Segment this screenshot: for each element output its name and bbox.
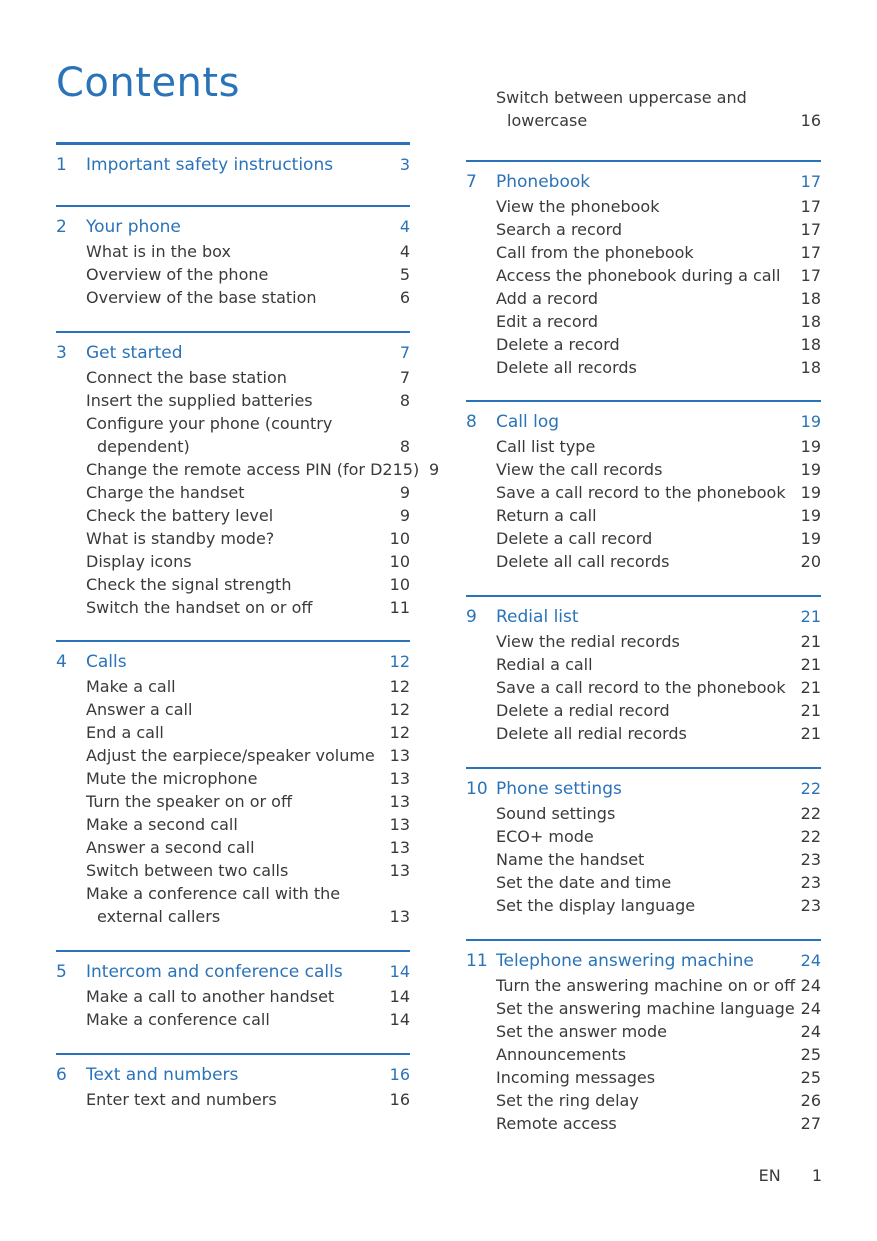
- toc-entry[interactable]: [466, 1020, 821, 1043]
- toc-entry[interactable]: [56, 366, 410, 389]
- toc-entry[interactable]: [466, 722, 821, 745]
- entry-label: ECO+ mode: [496, 827, 594, 846]
- entry-page: 7: [399, 368, 410, 387]
- toc-entry[interactable]: [56, 389, 410, 412]
- entry-label: Switch between uppercase and: [496, 88, 747, 107]
- entry-label: Make a conference call with the: [86, 884, 341, 903]
- toc-entry[interactable]: [56, 675, 410, 698]
- chapter-page: 17: [800, 172, 821, 191]
- chapter-page: 3: [399, 155, 410, 174]
- entry-label: Connect the base station: [86, 368, 287, 387]
- entry-label: What is standby mode?: [86, 529, 275, 548]
- entry-label: Announcements: [496, 1045, 627, 1064]
- toc-entry[interactable]: [56, 836, 410, 859]
- entry-label: Set the answer mode: [496, 1022, 667, 1041]
- toc-entry[interactable]: [466, 504, 821, 527]
- entry-page: 24: [800, 1022, 821, 1041]
- toc-entry[interactable]: [466, 218, 821, 241]
- toc-entry[interactable]: [466, 86, 821, 109]
- toc-entry[interactable]: [466, 550, 821, 573]
- entry-page: 21: [800, 701, 821, 720]
- toc-entry[interactable]: [56, 905, 410, 928]
- toc-entry[interactable]: [466, 653, 821, 676]
- entry-page: 24: [800, 999, 821, 1018]
- entry-label: Insert the supplied batteries: [86, 391, 313, 410]
- toc-entry[interactable]: [56, 458, 440, 481]
- entry-label: Check the battery level: [86, 506, 274, 525]
- toc-entry[interactable]: [466, 1043, 821, 1066]
- entry-label: Enter text and numbers: [86, 1090, 277, 1109]
- chapter-number: 1: [56, 155, 67, 175]
- toc-chapter-heading[interactable]: [56, 341, 410, 365]
- entry-label: Access the phonebook during a call: [496, 266, 781, 285]
- entry-page: 14: [389, 987, 410, 1006]
- toc-entry[interactable]: [466, 630, 821, 653]
- toc-entry[interactable]: [466, 997, 821, 1020]
- entry-label: Set the date and time: [496, 873, 672, 892]
- toc-entry[interactable]: [466, 1112, 821, 1135]
- entry-page: 27: [800, 1114, 821, 1133]
- toc-entry[interactable]: [56, 263, 410, 286]
- toc-entry[interactable]: [56, 767, 410, 790]
- entry-page: 21: [800, 678, 821, 697]
- entry-label: Switch between two calls: [86, 861, 289, 880]
- chapter-page: 4: [399, 217, 410, 236]
- toc-entry[interactable]: [466, 310, 821, 333]
- entry-label: Save a call record to the phonebook: [496, 678, 786, 697]
- entry-label: Answer a call: [86, 700, 193, 719]
- toc-entry[interactable]: [466, 676, 821, 699]
- entry-page: 11: [389, 598, 410, 617]
- entry-label: Check the signal strength: [86, 575, 292, 594]
- entry-page: 13: [389, 861, 410, 880]
- entry-label: Make a call: [86, 677, 176, 696]
- entry-label: Turn the speaker on or off: [86, 792, 292, 811]
- entry-page: 17: [800, 220, 821, 239]
- page-number: 1: [811, 1166, 822, 1185]
- toc-entry[interactable]: [56, 286, 410, 309]
- entry-label: Adjust the earpiece/speaker volume: [86, 746, 375, 765]
- toc-entry[interactable]: [466, 287, 821, 310]
- chapter-page: 14: [389, 962, 410, 981]
- toc-entry[interactable]: [466, 802, 821, 825]
- entry-label: Set the display language: [496, 896, 696, 915]
- toc-chapter-heading[interactable]: [466, 170, 821, 194]
- entry-page: 13: [389, 769, 410, 788]
- entry-page: 6: [399, 288, 410, 307]
- toc-entry[interactable]: [466, 1066, 821, 1089]
- entry-page: 17: [800, 197, 821, 216]
- entry-label: What is in the box: [86, 242, 231, 261]
- entry-page: 12: [389, 677, 410, 696]
- chapter-number: 4: [56, 652, 67, 672]
- entry-page: 17: [800, 266, 821, 285]
- chapter-title: Phonebook: [496, 172, 591, 192]
- chapter-number: 2: [56, 217, 67, 237]
- toc-chapter-heading[interactable]: [56, 650, 410, 674]
- entry-page: 25: [800, 1068, 821, 1087]
- chapter-title: Intercom and conference calls: [86, 962, 343, 982]
- entry-page: 19: [800, 460, 821, 479]
- chapter-number: 5: [56, 962, 67, 982]
- toc-section: [56, 1053, 410, 1111]
- chapter-title: Your phone: [86, 217, 181, 237]
- chapter-title: Important safety instructions: [86, 155, 334, 175]
- entry-page: 10: [389, 552, 410, 571]
- toc-entry[interactable]: [56, 504, 410, 527]
- entry-label: Switch the handset on or off: [86, 598, 313, 617]
- entry-label: Make a second call: [86, 815, 238, 834]
- toc-entry[interactable]: [56, 744, 410, 767]
- toc-entry[interactable]: [56, 527, 410, 550]
- chapter-title: Redial list: [496, 607, 579, 627]
- chapter-page: 22: [800, 779, 821, 798]
- toc-chapter-heading[interactable]: [56, 1063, 410, 1087]
- entry-page: 5: [399, 265, 410, 284]
- entry-label: Edit a record: [496, 312, 599, 331]
- entry-page: 21: [800, 632, 821, 651]
- toc-entry[interactable]: [56, 240, 410, 263]
- toc-chapter-heading[interactable]: [466, 949, 821, 973]
- entry-label: dependent): [97, 437, 190, 456]
- entry-page: 12: [389, 723, 410, 742]
- toc-chapter-heading[interactable]: [56, 153, 410, 177]
- entry-page: 24: [800, 976, 821, 995]
- entry-label: End a call: [86, 723, 164, 742]
- entry-label: external callers: [97, 907, 221, 926]
- toc-entry[interactable]: [466, 356, 821, 379]
- entry-label: Add a record: [496, 289, 599, 308]
- entry-page: 17: [800, 243, 821, 262]
- chapter-number: 3: [56, 343, 67, 363]
- entry-page: 9: [399, 483, 410, 502]
- entry-label: Remote access: [496, 1114, 617, 1133]
- toc-section: [56, 205, 410, 309]
- toc-entry[interactable]: [56, 698, 410, 721]
- toc-entry[interactable]: [56, 550, 410, 573]
- toc-entry[interactable]: [466, 109, 821, 132]
- chapter-number: 10: [466, 779, 488, 799]
- chapter-page: 21: [800, 607, 821, 626]
- entry-page: 18: [800, 358, 821, 377]
- entry-page: 13: [389, 907, 410, 926]
- entry-label: Search a record: [496, 220, 623, 239]
- entry-page: 9: [399, 506, 410, 525]
- toc-entry[interactable]: [466, 825, 821, 848]
- entry-label: Return a call: [496, 506, 597, 525]
- entry-label: Make a call to another handset: [86, 987, 335, 1006]
- entry-page: 18: [800, 312, 821, 331]
- chapter-page: 19: [800, 412, 821, 431]
- toc-entry[interactable]: [466, 264, 821, 287]
- toc-entry[interactable]: [466, 699, 821, 722]
- toc-entry[interactable]: [466, 458, 821, 481]
- chapter-page: 24: [800, 951, 821, 970]
- entry-page: 19: [800, 483, 821, 502]
- entry-page: 22: [800, 804, 821, 823]
- entry-label: Change the remote access PIN (for D215): [86, 460, 420, 479]
- toc-entry[interactable]: [56, 721, 410, 744]
- toc-section: [466, 160, 821, 379]
- toc-entry[interactable]: [466, 435, 821, 458]
- entry-page: 18: [800, 289, 821, 308]
- entry-page: 20: [800, 552, 821, 571]
- toc-entry[interactable]: [466, 527, 821, 550]
- toc-entry[interactable]: [56, 859, 410, 882]
- entry-label: Display icons: [86, 552, 192, 571]
- entry-page: 13: [389, 838, 410, 857]
- entry-page: 19: [800, 437, 821, 456]
- toc-section: [466, 400, 821, 573]
- entry-page: 13: [389, 792, 410, 811]
- toc-section: [466, 939, 821, 1135]
- chapter-number: 6: [56, 1065, 67, 1085]
- entry-label: Delete all records: [496, 358, 637, 377]
- entry-page: 13: [389, 815, 410, 834]
- toc-entry[interactable]: [56, 813, 410, 836]
- toc-entry[interactable]: [466, 1089, 821, 1112]
- entry-page: 19: [800, 506, 821, 525]
- chapter-title: Telephone answering machine: [496, 951, 754, 971]
- toc-entry[interactable]: [466, 333, 821, 356]
- page-footer: [759, 1166, 822, 1185]
- entry-page: 10: [389, 575, 410, 594]
- toc-entry[interactable]: [56, 790, 410, 813]
- entry-page: 23: [800, 896, 821, 915]
- entry-label: Incoming messages: [496, 1068, 656, 1087]
- entry-label: lowercase: [507, 111, 588, 130]
- chapter-number: 9: [466, 607, 477, 627]
- chapter-page: 12: [389, 652, 410, 671]
- toc-entry[interactable]: [56, 1088, 410, 1111]
- chapter-page: 7: [399, 343, 410, 362]
- toc-section: [466, 595, 821, 745]
- toc-section: [56, 331, 440, 619]
- toc-entry[interactable]: [56, 412, 410, 435]
- entry-label: Overview of the base station: [86, 288, 317, 307]
- entry-page: 8: [399, 437, 410, 456]
- entry-page: 13: [389, 746, 410, 765]
- toc-entry[interactable]: [56, 481, 410, 504]
- entry-label: Mute the microphone: [86, 769, 258, 788]
- toc-entry[interactable]: [466, 871, 821, 894]
- entry-label: View the redial records: [496, 632, 680, 651]
- toc-section: [56, 640, 410, 928]
- entry-page: 9: [429, 460, 440, 479]
- entry-page: 23: [800, 873, 821, 892]
- toc-chapter-heading[interactable]: [466, 777, 821, 801]
- entry-label: Turn the answering machine on or off: [496, 976, 796, 995]
- toc-chapter-heading[interactable]: [466, 410, 821, 434]
- chapter-title: Calls: [86, 652, 127, 672]
- entry-label: Delete a redial record: [496, 701, 670, 720]
- toc-chapter-heading[interactable]: [56, 215, 410, 239]
- toc-chapter-heading[interactable]: [466, 605, 821, 629]
- entry-page: 22: [800, 827, 821, 846]
- entry-page: 23: [800, 850, 821, 869]
- entry-label: View the call records: [496, 460, 663, 479]
- toc-section: [56, 142, 410, 178]
- toc-entry[interactable]: [466, 241, 821, 264]
- entry-page: 8: [399, 391, 410, 410]
- toc-section: [466, 767, 821, 917]
- toc-section: [56, 950, 410, 1031]
- chapter-page: 16: [389, 1065, 410, 1084]
- toc-entry[interactable]: [56, 985, 410, 1008]
- entry-label: Delete a call record: [496, 529, 653, 548]
- entry-page: 21: [800, 655, 821, 674]
- toc-entry[interactable]: [56, 882, 410, 905]
- entry-page: 4: [399, 242, 410, 261]
- chapter-title: Call log: [496, 412, 560, 432]
- entry-label: Configure your phone (country: [86, 414, 333, 433]
- entry-label: Name the handset: [496, 850, 645, 869]
- entry-label: Delete all call records: [496, 552, 670, 571]
- entry-label: Call list type: [496, 437, 596, 456]
- page-title: Contents: [56, 60, 240, 106]
- entry-label: Save a call record to the phonebook: [496, 483, 786, 502]
- toc-entry[interactable]: [56, 1008, 410, 1031]
- entry-label: Call from the phonebook: [496, 243, 694, 262]
- toc-entry[interactable]: [56, 573, 410, 596]
- language-code: EN: [758, 1166, 781, 1185]
- entry-page: 18: [800, 335, 821, 354]
- chapter-number: 7: [466, 172, 477, 192]
- toc-continuation: [466, 86, 821, 132]
- entry-label: Delete a record: [496, 335, 620, 354]
- chapter-number: 8: [466, 412, 477, 432]
- entry-page: 12: [389, 700, 410, 719]
- entry-page: 10: [389, 529, 410, 548]
- toc-entry[interactable]: [466, 481, 821, 504]
- entry-page: 25: [800, 1045, 821, 1064]
- entry-label: Answer a second call: [86, 838, 255, 857]
- chapter-number: 11: [466, 951, 488, 971]
- toc-entry[interactable]: [56, 435, 410, 458]
- toc-entry[interactable]: [466, 974, 821, 997]
- entry-label: Set the ring delay: [496, 1091, 639, 1110]
- entry-label: Sound settings: [496, 804, 616, 823]
- toc-chapter-heading[interactable]: [56, 960, 410, 984]
- chapter-title: Text and numbers: [86, 1065, 239, 1085]
- entry-label: Overview of the phone: [86, 265, 269, 284]
- chapter-title: Phone settings: [496, 779, 622, 799]
- entry-label: View the phonebook: [496, 197, 660, 216]
- entry-page: 21: [800, 724, 821, 743]
- entry-page: 16: [800, 111, 821, 130]
- entry-label: Make a conference call: [86, 1010, 270, 1029]
- entry-page: 19: [800, 529, 821, 548]
- entry-label: Redial a call: [496, 655, 593, 674]
- entry-label: Charge the handset: [86, 483, 245, 502]
- toc-entry[interactable]: [466, 894, 821, 917]
- entry-page: 14: [389, 1010, 410, 1029]
- entry-label: Set the answering machine language: [496, 999, 795, 1018]
- entry-label: Delete all redial records: [496, 724, 687, 743]
- entry-page: 26: [800, 1091, 821, 1110]
- chapter-title: Get started: [86, 343, 183, 363]
- toc-entry[interactable]: [56, 596, 410, 619]
- entry-page: 16: [389, 1090, 410, 1109]
- toc-entry[interactable]: [466, 848, 821, 871]
- toc-entry[interactable]: [466, 195, 821, 218]
